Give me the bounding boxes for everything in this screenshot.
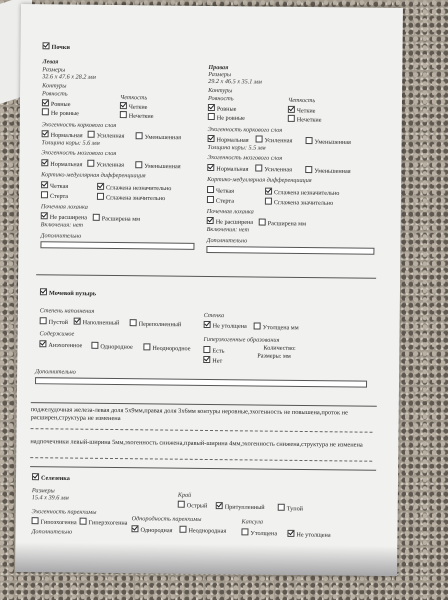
bladder-checkbox[interactable] — [40, 288, 47, 295]
kidneys-checkbox[interactable] — [43, 42, 50, 49]
left-cortex-thickness: Толщина коры: 5.6 мм — [41, 139, 100, 147]
right-size-value: 29.2 х 46.5 х 35.1 мм — [208, 77, 262, 86]
option-label: Четкая — [215, 187, 235, 195]
kidneys-section-title — [42, 42, 69, 52]
page-bottom-shadow — [15, 542, 397, 576]
bladder-anechoic-option[interactable] — [39, 340, 82, 350]
checkbox[interactable] — [91, 342, 98, 349]
option-label: Сглажена незначительно — [106, 184, 172, 193]
pancreas-note: поджелудочная железа-левая доля 5х9мм,правая доля 3х6мм контуры неровные,эхогенность не повышена,проток не расширен,структура не изменена — [30, 406, 348, 423]
right-cmd-erased-option[interactable] — [207, 196, 234, 206]
option-label: Ровные — [216, 105, 237, 113]
checkbox[interactable] — [305, 166, 312, 173]
spleen-hyper-option[interactable] — [80, 518, 128, 528]
option-label: Не расширена — [49, 213, 88, 222]
option-label: Уменьшенная — [144, 133, 181, 142]
option-label: Не утолщена — [296, 531, 331, 539]
right-uneven-option[interactable] — [208, 113, 245, 123]
option-label: Однородная — [140, 526, 173, 535]
right-cmd-label: Кортико-медуллярная дифференциация — [207, 175, 312, 185]
checkbox[interactable] — [265, 198, 272, 205]
option-label: Четкая — [50, 182, 69, 191]
left-medulla-echo-label: Эхогенность мозгового слоя — [41, 149, 117, 158]
option-label: Не утолщена — [212, 322, 247, 330]
spleen-capsule-label: Капсула — [241, 518, 264, 526]
checkbox[interactable] — [42, 99, 49, 106]
checkbox[interactable] — [207, 164, 214, 171]
option-label: Гиперэхогенна — [88, 519, 128, 527]
checkbox[interactable] — [74, 318, 81, 325]
spleen-homogeneous-option[interactable] — [131, 525, 172, 535]
option-label: Нормальная — [216, 136, 249, 144]
left-medulla-decreased-option[interactable] — [135, 161, 180, 171]
bladder-title: Мочевой пузырь — [48, 289, 97, 298]
spleen-homog-label: Однородность паренхимы — [131, 515, 202, 523]
option-label: Пустой — [48, 318, 69, 327]
left-unclear-option[interactable] — [120, 111, 154, 121]
checkbox[interactable] — [42, 130, 49, 137]
option-label: Нечеткие — [128, 112, 154, 120]
option-label: Усиленная — [96, 161, 125, 169]
bladder-empty-option[interactable] — [40, 317, 68, 327]
checkbox[interactable] — [208, 135, 215, 142]
option-label: Усиленная — [96, 132, 125, 140]
option-label: Уменьшенная — [314, 167, 351, 175]
bladder-sizes-label: Размеры: мм — [257, 352, 291, 360]
option-label: Сглажена значительно — [105, 194, 166, 203]
checkbox[interactable] — [32, 517, 39, 524]
checkbox[interactable] — [207, 217, 214, 224]
option-label: Неоднородная — [188, 527, 227, 535]
checkbox[interactable] — [120, 102, 127, 109]
checkbox[interactable] — [259, 219, 266, 226]
checkbox[interactable] — [88, 131, 95, 138]
right-cortex-echo-label: Эхогенность коркового слоя — [207, 125, 283, 134]
left-pelvis-label: Почечная лоханка — [40, 203, 88, 211]
spleen-checkbox[interactable] — [32, 473, 39, 480]
option-label: Не расширена — [215, 218, 254, 226]
right-cmd-smoothed-slight-option[interactable] — [265, 188, 339, 198]
left-cortex-echo-label: Эхогенность коркового слоя — [41, 121, 117, 130]
option-label: Гипоэхогенна — [40, 518, 77, 527]
bladder-hyperechoic-yes-option[interactable] — [203, 346, 224, 355]
checkbox[interactable] — [288, 106, 295, 113]
bladder-hyperechoic-no-option[interactable] — [203, 356, 222, 365]
note-divider — [31, 428, 373, 433]
spleen-thickened-option[interactable] — [241, 528, 277, 538]
checkbox[interactable] — [97, 183, 104, 190]
left-cortex-decreased-option[interactable] — [136, 132, 181, 142]
spleen-size-label: Размеры — [31, 487, 55, 495]
checkbox[interactable] — [178, 501, 185, 508]
checkbox[interactable] — [288, 115, 295, 122]
option-label: Нечеткие — [296, 116, 322, 124]
checkbox[interactable] — [278, 504, 285, 511]
checkbox[interactable] — [41, 191, 48, 198]
right-evenness-label: Ровность — [207, 94, 234, 103]
bladder-overfilled-option[interactable] — [130, 319, 182, 329]
left-medulla-normal-option[interactable] — [41, 159, 82, 169]
spleen-sharp-option[interactable] — [178, 501, 208, 511]
right-kidney-title: Правая — [208, 63, 229, 72]
option-label: Тупой — [286, 505, 304, 513]
checkbox[interactable] — [41, 159, 48, 166]
checkbox[interactable] — [255, 164, 262, 171]
checkbox[interactable] — [204, 321, 211, 328]
checkbox[interactable] — [203, 356, 210, 363]
bladder-wall-thickened-option[interactable] — [254, 322, 299, 332]
spleen-size-value: 15.4 х 39.6 мм — [31, 494, 69, 502]
note-divider — [30, 457, 372, 462]
option-label: Неоднородное — [152, 344, 191, 353]
left-size-value: 32.6 х 47.6 х 28.2 мм — [42, 73, 96, 81]
left-kidney-title: Левая — [42, 58, 59, 66]
left-cmd-smoothed-slight-option[interactable] — [97, 183, 171, 193]
spleen-echo-label: Эхогенность паренхимы — [31, 508, 97, 516]
bladder-wall-not-thickened-option[interactable] — [204, 321, 247, 331]
right-cortex-decreased-option[interactable] — [306, 137, 351, 147]
right-clarity-label: Четкость — [287, 96, 316, 105]
section-divider — [36, 274, 376, 279]
checkbox[interactable] — [254, 322, 261, 329]
checkbox[interactable] — [207, 186, 214, 193]
option-label: Однородное — [100, 343, 133, 351]
spleen-title: Селезенка — [40, 474, 70, 483]
right-cmd-distinct-option[interactable] — [207, 186, 234, 196]
checkbox[interactable] — [131, 525, 138, 532]
kidneys-title: Почки — [51, 43, 70, 52]
right-cortex-thickness: Толщина коры: 5.5 мм — [207, 143, 266, 152]
left-uneven-option[interactable] — [42, 108, 79, 118]
left-additional-field[interactable] — [40, 241, 194, 250]
right-pelvis-dilated-option[interactable] — [259, 219, 306, 229]
checkbox[interactable] — [40, 317, 47, 324]
option-label: Сглажена значительно — [273, 199, 334, 207]
checkbox[interactable] — [93, 214, 100, 221]
checkbox[interactable] — [42, 108, 49, 115]
checkbox[interactable] — [135, 161, 142, 168]
option-label: Уменьшенная — [314, 138, 351, 146]
left-cmd-label: Кортико-медуллярная дифференциация — [41, 171, 146, 180]
checkbox[interactable] — [87, 160, 94, 167]
checkbox[interactable] — [143, 343, 150, 350]
option-label: Нормальная — [50, 131, 83, 140]
spleen-rounded-option[interactable] — [216, 502, 265, 512]
left-inclusions: Включения: нет — [40, 221, 84, 229]
right-pelvis-label: Почечная лоханка — [206, 207, 254, 216]
bladder-additional-label: Дополнительно — [35, 368, 76, 376]
checkbox[interactable] — [179, 526, 186, 533]
option-label: Не ровные — [50, 109, 79, 118]
checkbox[interactable] — [130, 319, 137, 326]
left-size-label: Размеры — [42, 66, 66, 74]
left-clarity-label: Четкость — [119, 94, 148, 102]
right-medulla-echo-label: Эхогенность мозгового слоя — [207, 153, 283, 162]
right-medulla-normal-option[interactable] — [207, 164, 248, 174]
left-evenness-label: Ровность — [42, 90, 68, 98]
bladder-content-label: Содержимое — [39, 330, 75, 338]
option-label: Уменьшенная — [144, 162, 181, 171]
checkbox[interactable] — [287, 530, 294, 537]
right-size-label: Размеры — [208, 70, 232, 79]
left-cmd-erased-option[interactable] — [41, 191, 68, 201]
option-label: Есть — [212, 347, 225, 355]
report-page — [15, 4, 403, 576]
adrenal-note: надпочечники левый-ширина 5мм,эхогенность снижена,правый-ширина 4мм,эхогенность снижена,структура не изменена — [30, 438, 363, 449]
bladder-filled-option[interactable] — [74, 318, 120, 328]
section-divider — [30, 466, 376, 471]
option-label: Не ровные — [216, 114, 245, 122]
checkbox[interactable] — [136, 132, 143, 139]
right-medulla-decreased-option[interactable] — [305, 166, 350, 176]
option-label: Нормальная — [216, 165, 249, 173]
right-additional-field[interactable] — [206, 246, 374, 255]
spleen-heterogeneous-option[interactable] — [179, 526, 226, 536]
unit-label: мм — [132, 215, 141, 223]
spleen-blunt-option[interactable] — [278, 504, 303, 514]
checkbox[interactable] — [41, 212, 48, 219]
unit-label: мм — [290, 324, 299, 332]
bladder-section-title — [40, 288, 96, 298]
left-cmd-distinct-option[interactable] — [41, 181, 68, 191]
checkbox[interactable] — [39, 340, 46, 347]
option-label: Утолщена — [250, 529, 278, 538]
right-unclear-option[interactable] — [288, 115, 322, 125]
option-label: Стерта — [49, 192, 69, 201]
option-label: Усиленная — [264, 137, 293, 145]
left-medulla-increased-option[interactable] — [87, 160, 124, 170]
checkbox[interactable] — [208, 104, 215, 111]
option-label: Усиленная — [264, 166, 293, 174]
left-contours-label: Контуры — [42, 82, 67, 90]
bladder-hyperechoic-label: Гиперэхогенные образования — [203, 335, 280, 344]
option-label: Острый — [186, 502, 208, 510]
checkbox[interactable] — [120, 111, 127, 118]
option-label: Утолщена — [262, 324, 290, 332]
checkbox[interactable] — [241, 528, 248, 535]
checkbox[interactable] — [80, 518, 87, 525]
option-label: Наполненный — [82, 319, 120, 327]
checkbox[interactable] — [207, 196, 214, 203]
option-label: Ровные — [50, 100, 71, 109]
option-label: Расширена — [101, 215, 131, 223]
checkbox[interactable] — [208, 113, 215, 120]
option-label: Анэхогенное — [48, 341, 83, 350]
option-label: Притупленный — [224, 503, 265, 512]
spleen-not-thickened-option[interactable] — [287, 530, 330, 540]
checkbox[interactable] — [306, 137, 313, 144]
option-label: Расширена — [267, 220, 297, 228]
right-medulla-increased-option[interactable] — [255, 164, 292, 174]
checkbox[interactable] — [203, 346, 210, 353]
bladder-count-label: Количество: — [263, 344, 296, 352]
right-inclusions: Включения: нет — [206, 225, 249, 234]
option-label: Нет — [212, 357, 223, 365]
unit-label: мм — [298, 220, 307, 228]
bladder-homogeneous-option[interactable] — [91, 342, 132, 352]
checkbox[interactable] — [256, 135, 263, 142]
bladder-filling-label: Степень наполнения — [39, 307, 95, 315]
bladder-heterogeneous-option[interactable] — [143, 343, 190, 353]
right-contours-label: Контуры — [208, 86, 233, 95]
checkbox[interactable] — [216, 502, 223, 509]
bladder-wall-label: Стенка — [203, 311, 225, 320]
option-label: Четкие — [296, 107, 316, 115]
option-label: Стерта — [215, 197, 235, 205]
option-label: Четкие — [128, 103, 148, 111]
spleen-edge-label: Край — [177, 491, 192, 499]
spleen-section-title — [32, 473, 70, 483]
right-additional-label: Дополнительно — [206, 236, 248, 245]
option-label: Нормальная — [50, 160, 83, 169]
left-pelvis-dilated-option[interactable] — [93, 214, 140, 224]
checkbox[interactable] — [41, 181, 48, 188]
spleen-additional-label: Дополнительно — [31, 528, 73, 536]
checkbox[interactable] — [265, 188, 272, 195]
right-cmd-smoothed-much-option[interactable] — [265, 198, 333, 208]
bladder-additional-field[interactable] — [35, 377, 367, 387]
option-label: Переполненный — [138, 320, 182, 329]
checkbox[interactable] — [97, 193, 104, 200]
option-label: Сглажена незначительно — [273, 189, 340, 197]
left-additional-label: Дополнительно — [40, 232, 82, 240]
spleen-hypo-option[interactable] — [32, 517, 77, 527]
left-cmd-smoothed-much-option[interactable] — [97, 193, 165, 203]
